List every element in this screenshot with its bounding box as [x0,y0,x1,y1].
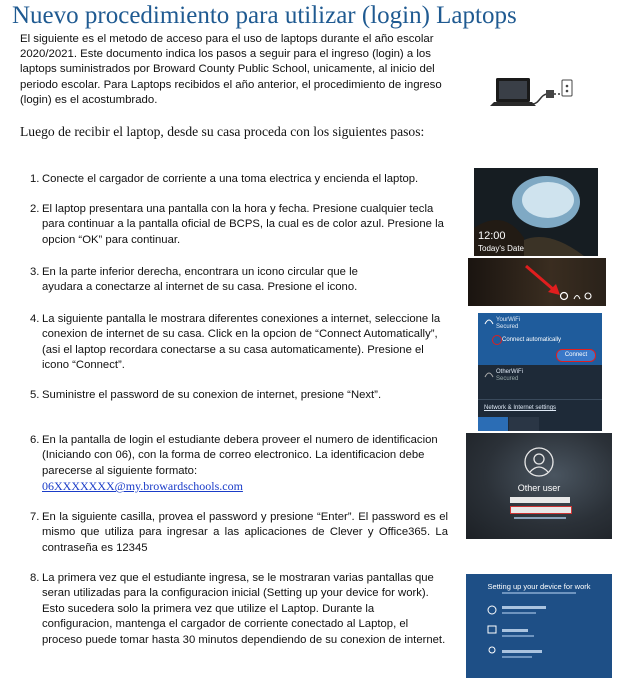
lead-sentence: Luego de recibir el laptop, desde su casa proceda con los siguientes pasos: [20,124,425,139]
wifi-icon [484,369,494,379]
step-2 [30,202,448,248]
step-text: En la siguiente casilla, provea el password y presione “Enter”. El password es el mismo que utiliza para ingresar a las aplicaciones de Clever y Office365. La contraseña es 12345 [42,511,448,554]
step-4 [30,312,452,374]
step-number: 7. [30,511,40,523]
power-icon [585,293,591,299]
network-settings-link[interactable]: Network & Internet settings [484,405,557,411]
cave-landscape-image [474,168,598,256]
step-text: Conecte el cargador de corriente a una toma electrica y encienda el laptop. [42,173,419,185]
setup-step-icons [486,604,498,664]
laptop-charger-icon [488,74,576,114]
step-text: El laptop presentara una pantalla con la hora y fecha. Presione cualquier tecla para continuar a la pantalla oficial de BCPS, la cual es de color azul. Presione la opcion “OK” para continuar. [42,203,444,246]
lock-time: 12:00 [478,230,506,242]
connect-button[interactable]: Connect [556,349,596,362]
step-text: Suministre el password de su conexion de internet, presione “Next”. [42,389,382,401]
page-title: Nuevo procedimiento para utilizar (login) Laptops [12,2,517,29]
step-3 [30,265,378,296]
setup-heading: Setting up your device for work [487,582,591,591]
connect-automatically-option[interactable]: Connect automatically [502,337,562,343]
network-status: Secured [496,376,519,382]
step-number: 1. [30,173,40,185]
wifi-icon [574,296,580,300]
user-avatar-icon [524,447,554,477]
step-number: 2. [30,203,40,215]
wifi-toggle-tile[interactable] [478,417,508,431]
sign-in-options[interactable] [514,517,566,519]
lock-screen-screenshot [474,168,598,256]
login-screenshot [466,433,612,539]
step-7 [30,510,448,556]
email-format-link[interactable]: 06XXXXXXX@my.browardschools.com [42,479,243,494]
username-field[interactable] [510,497,570,503]
step-number: 6. [30,434,40,446]
step-5 [30,388,450,403]
network-name: OtherWiFi [496,369,523,375]
network-name: YourWiFi [496,317,521,323]
step-1 [30,172,450,187]
taskbar-screenshot [468,258,606,306]
step-8 [30,571,446,648]
step-number: 3. [30,266,40,278]
step-text: La primera vez que el estudiante ingresa, se le mostraran varias pantallas que seran utilizadas para la configuracion inicial (Setting up your device for work). Esto sucedera solo la primera vez que utilize el Laptop. Durante la configuracion, mantenga el cargador de corriente conectado al Laptop, el proceso puede tomar hasta 30 minutos dependiendo de su conexion de internet. [42,572,446,646]
intro-paragraph: El siguiente es el metodo de acceso para el uso de laptops durante el año escolar 2020/2021. Este documento indica los pasos a seguir para el ingreso (login) a los laptops suministrados por Broward County Public School, unicamente, al inicio del periodo escolar. Para Laptops recibidos el año anterior, el procedimiento de ingreso (login) es el acostumbrado. [20,33,442,106]
network-list-screenshot [478,313,602,431]
step-6 [30,433,452,495]
globe-network-icon [561,293,568,300]
step-number: 5. [30,389,40,401]
wifi-icon [484,316,494,326]
step-number: 8. [30,572,40,584]
other-user-label: Other user [517,483,561,493]
step-text: La siguiente pantalla le mostrara diferentes conexiones a internet, seleccione la conexion de internet de su casa. Click en la opcion de “Connect Automatically”, (asi el laptop recordara conectarse a su casa automaticamente). Presione el icono “Connect”. [42,313,441,372]
step-text: En la pantalla de login el estudiante debera proveer el numero de identificacion (Iniciando con 06), con la forma de correo electronico. La identificacion debe parecerse al siguiente formato: [42,434,438,477]
setup-screenshot [466,574,612,678]
password-field[interactable] [510,506,572,514]
airplane-mode-tile[interactable] [509,417,539,431]
step-number: 4. [30,313,40,325]
red-arrow-icon [526,266,554,290]
checkbox-icon[interactable] [492,335,502,345]
step-text: En la parte inferior derecha, encontrara un icono circular que le ayudara a conectarze al internet de su casa. Presione el icono. [42,266,358,294]
network-status: Secured [496,324,519,330]
lock-date: Today's Date [478,244,524,253]
